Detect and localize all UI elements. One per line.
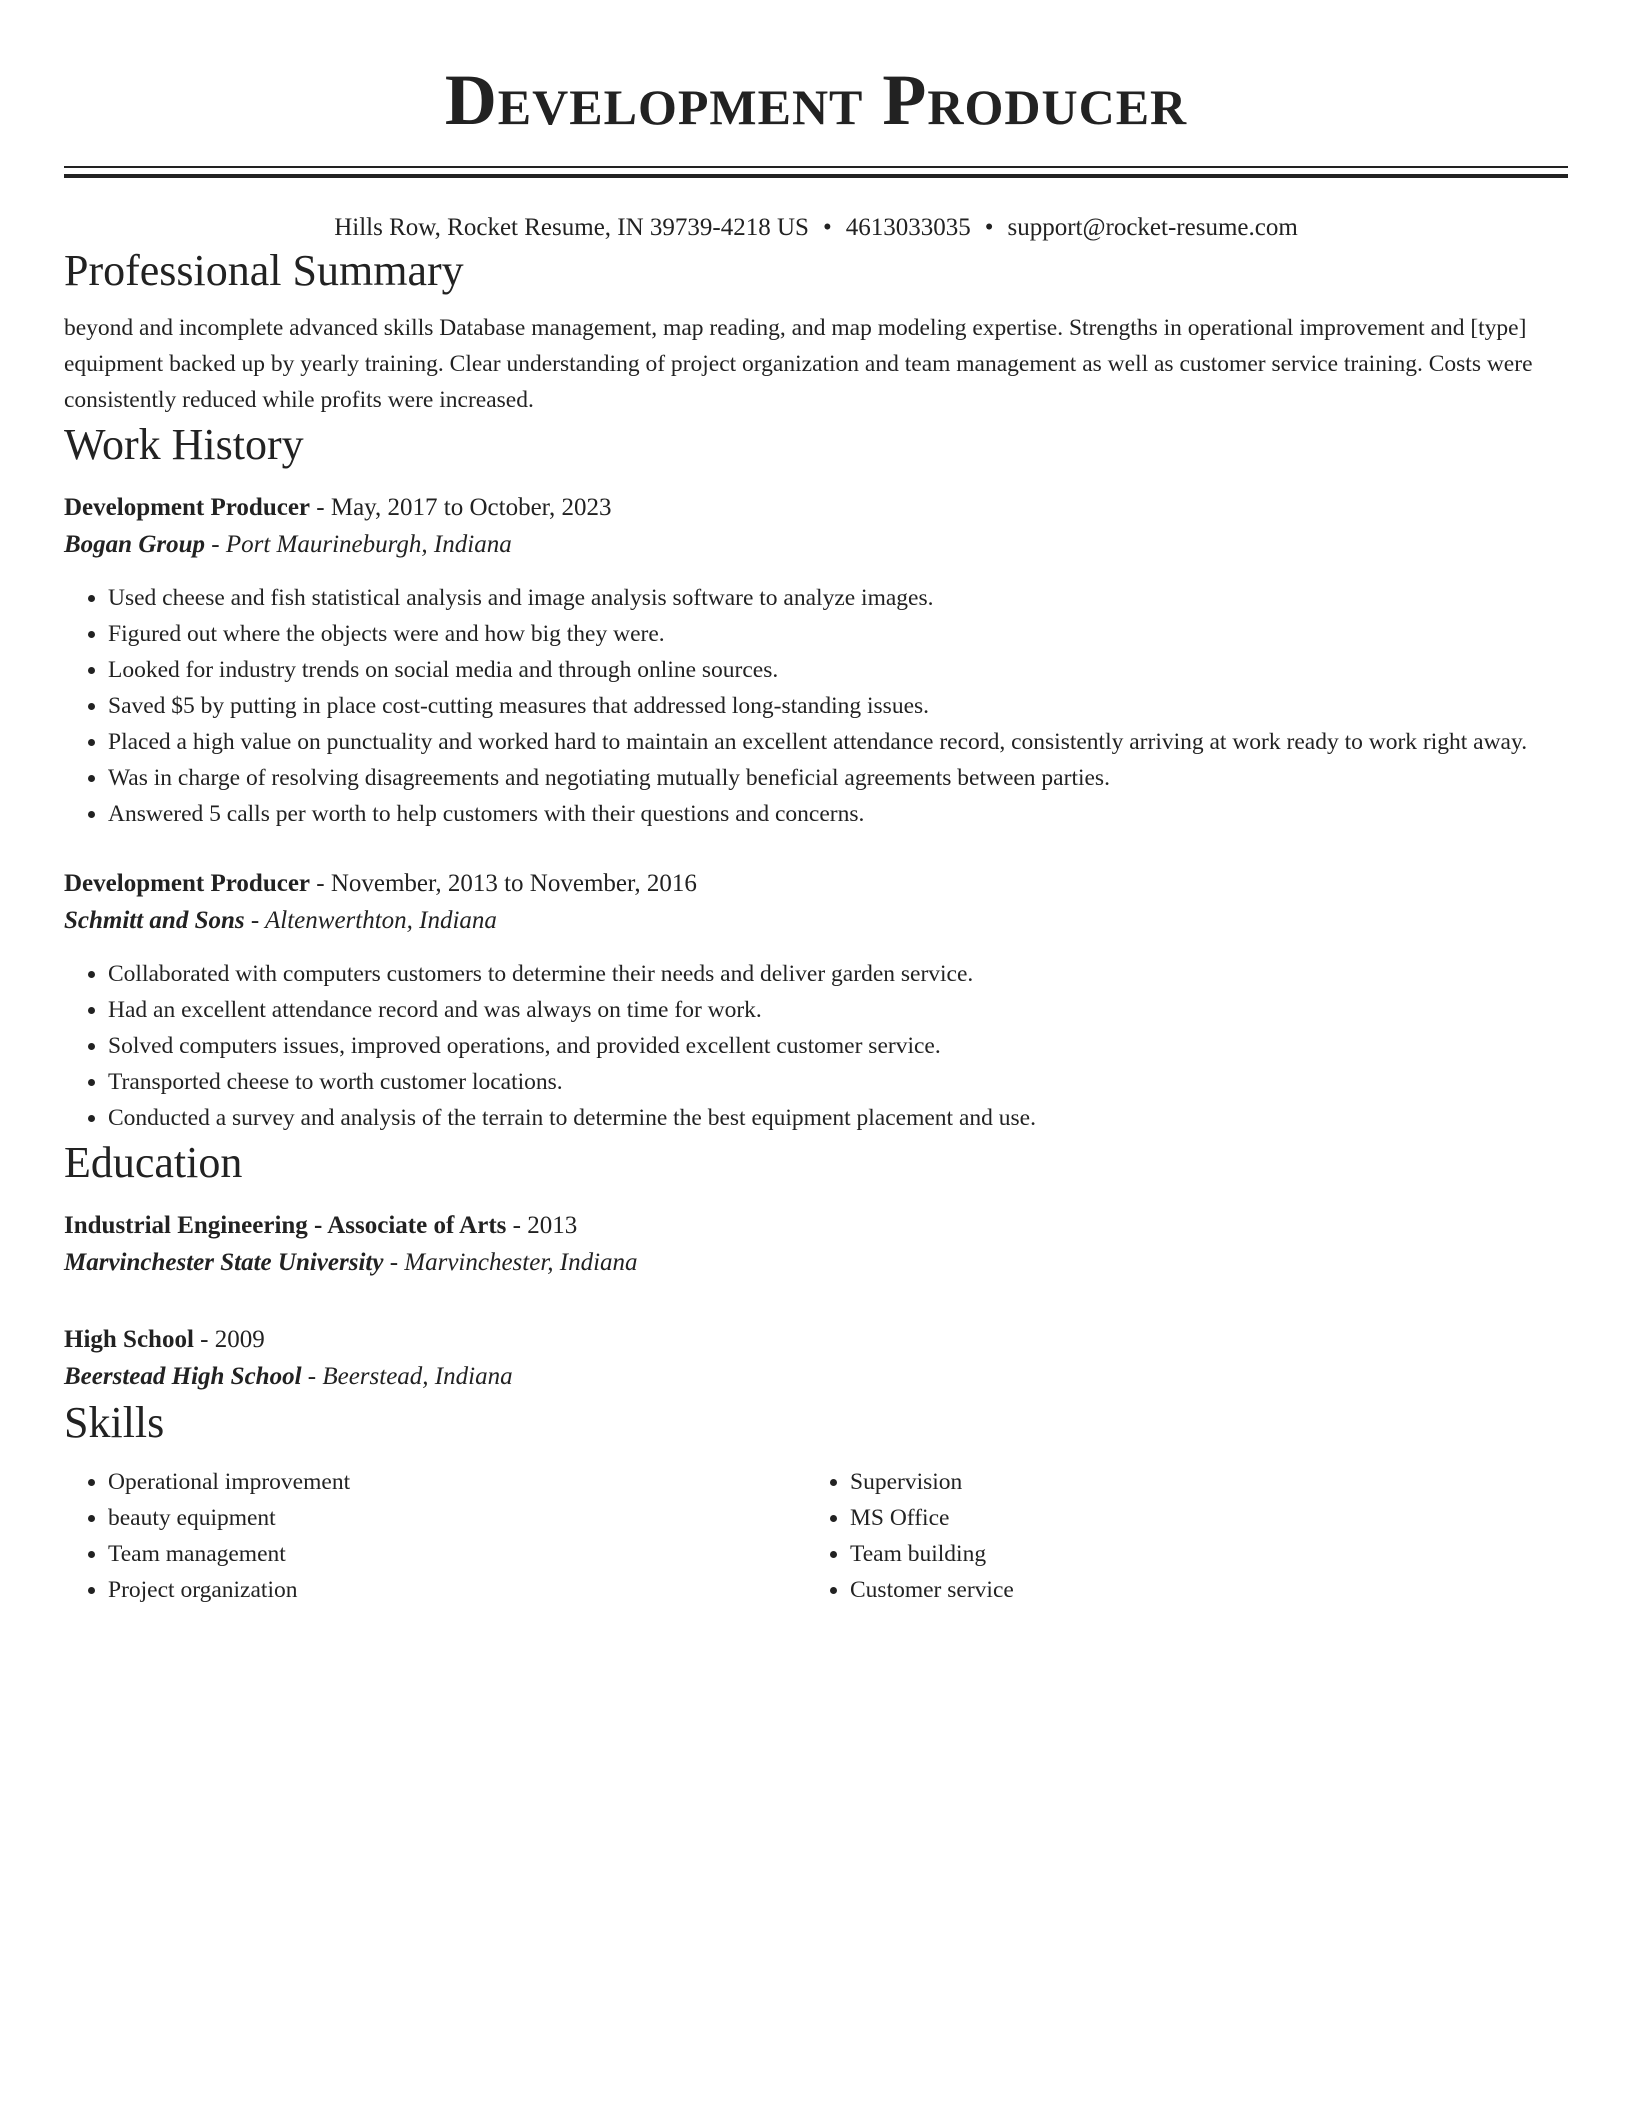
contact-address: Hills Row, Rocket Resume, IN 39739-4218 US: [334, 214, 809, 241]
education-degree-line: [64, 1322, 1568, 1358]
contact-separator: •: [822, 214, 832, 241]
education-entry: [64, 1322, 1568, 1396]
skills-list-right: [806, 1464, 1548, 1608]
list-item: • Saved $5 by putting in place cost-cutting measures that addressed long-standing issues.: [108, 688, 1568, 724]
list-item: • Collaborated with computers customers to determine their needs and deliver garden service.: [108, 956, 1568, 992]
job-company: Schmitt and Sons: [64, 907, 245, 934]
list-item: • Conducted a survey and analysis of the terrain to determine the best equipment placement and use.: [108, 1100, 1568, 1136]
skills-grid: [64, 1464, 1568, 1608]
job-title: Development Producer: [64, 494, 311, 521]
job-company: Bogan Group: [64, 531, 206, 558]
job-dates: - May, 2017 to October, 2023: [310, 494, 612, 521]
header-divider-thick: [64, 174, 1568, 178]
education-year: - 2013: [506, 1212, 578, 1239]
education-school-line: [64, 1244, 1568, 1282]
skills-heading: Skills: [64, 1398, 165, 1447]
job-company-line: [64, 902, 1568, 940]
list-item: • Was in charge of resolving disagreements and negotiating mutually beneficial agreements between parties.: [108, 760, 1568, 796]
job-title-line: [64, 866, 1568, 902]
list-item: • Had an excellent attendance record and was always on time for work.: [108, 992, 1568, 1028]
job-bullet-list: [64, 956, 1568, 1136]
job-entry: [64, 490, 1568, 832]
skill-item: • Customer service: [850, 1572, 1548, 1608]
resume-title: Development Producer: [444, 60, 1188, 140]
job-dates: - November, 2013 to November, 2016: [310, 870, 697, 897]
list-item: • Transported cheese to worth customer locations.: [108, 1064, 1568, 1100]
education-school: Marvinchester State University: [64, 1249, 384, 1276]
list-item: • Looked for industry trends on social media and through online sources.: [108, 652, 1568, 688]
list-item: • Figured out where the objects were and how big they were.: [108, 616, 1568, 652]
contact-phone: 4613033035: [845, 214, 971, 241]
skill-item: • Team building: [850, 1536, 1548, 1572]
list-item: • Answered 5 calls per worth to help customers with their questions and concerns.: [108, 796, 1568, 832]
education-location: - Beerstead, Indiana: [301, 1363, 513, 1390]
skill-item: • Team management: [108, 1536, 806, 1572]
job-company-line: [64, 526, 1568, 564]
job-title: Development Producer: [64, 870, 311, 897]
education-school-line: [64, 1358, 1568, 1396]
list-item: • Solved computers issues, improved operations, and provided excellent customer service.: [108, 1028, 1568, 1064]
job-entry: [64, 866, 1568, 1136]
skills-list-left: [64, 1464, 806, 1608]
list-item: • Used cheese and fish statistical analysis and image analysis software to analyze images.: [108, 580, 1568, 616]
education-degree: High School: [64, 1326, 194, 1353]
summary-heading: Professional Summary: [64, 246, 464, 295]
education-year: - 2009: [193, 1326, 265, 1353]
contact-email: support@rocket-resume.com: [1007, 214, 1298, 241]
job-location: - Port Maurineburgh, Indiana: [205, 531, 512, 558]
education-heading: Education: [64, 1138, 243, 1187]
list-item: • Placed a high value on punctuality and worked hard to maintain an excellent attendance record, consistently arriving at work ready to work right away.: [108, 724, 1568, 760]
education-degree: Industrial Engineering - Associate of Arts: [64, 1212, 507, 1239]
skill-item: • beauty equipment: [108, 1500, 806, 1536]
education-degree-line: [64, 1208, 1568, 1244]
education-entry: [64, 1208, 1568, 1282]
skill-item: • Supervision: [850, 1464, 1548, 1500]
job-bullet-list: [64, 580, 1568, 832]
summary-text: beyond and incomplete advanced skills Database management, map reading, and map modeling expertise. Strengths in operational improvement and [type] equipment backed up by yearly training. Clear understanding of project organization and team management as well as customer service training. Costs were consistently reduced while profits were increased.: [64, 315, 1533, 413]
work-history-heading: Work History: [64, 420, 304, 469]
header-divider-thin: [64, 166, 1568, 168]
job-location: - Altenwerthton, Indiana: [244, 907, 497, 934]
skill-item: • Project organization: [108, 1572, 806, 1608]
contact-separator: •: [984, 214, 994, 241]
job-title-line: [64, 490, 1568, 526]
education-school: Beerstead High School: [64, 1363, 302, 1390]
contact-line: [64, 212, 1568, 244]
skill-item: • Operational improvement: [108, 1464, 806, 1500]
skill-item: • MS Office: [850, 1500, 1548, 1536]
education-location: - Marvinchester, Indiana: [383, 1249, 638, 1276]
